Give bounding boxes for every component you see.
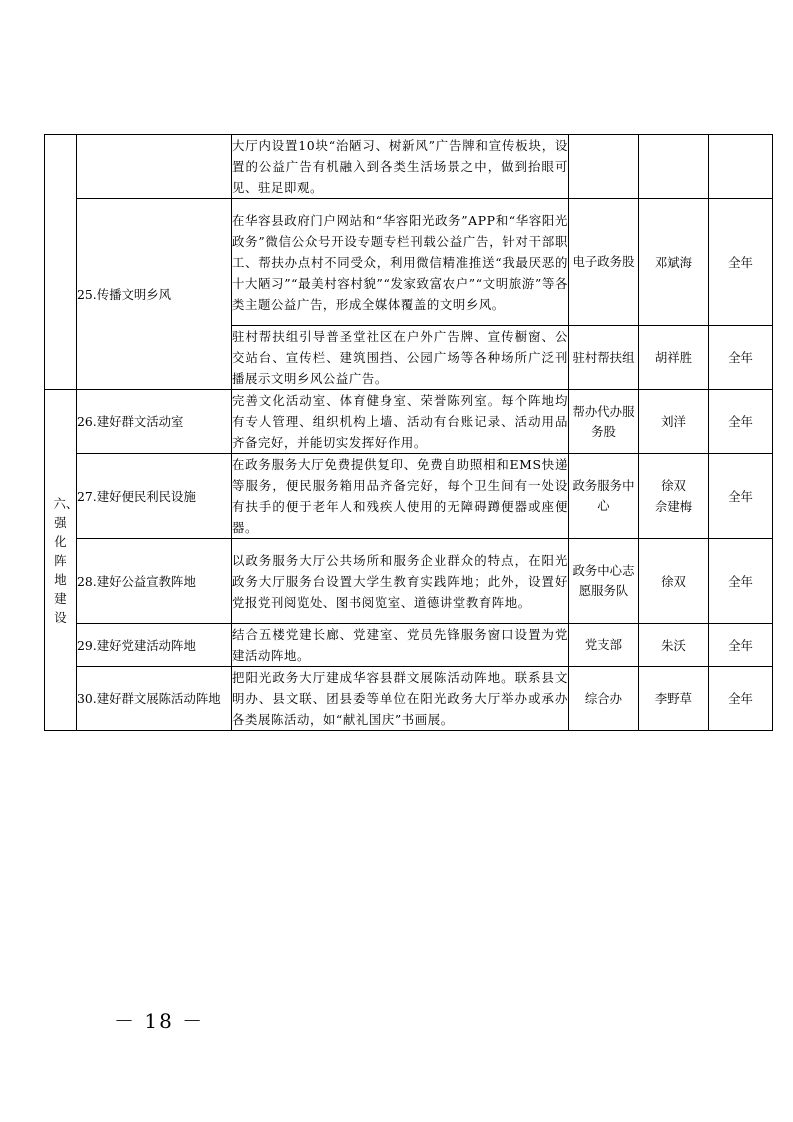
time-cell — [709, 135, 773, 199]
person-cell: 徐双 — [639, 539, 709, 624]
table-row — [45, 667, 773, 731]
person-cell — [639, 135, 709, 199]
content-cell: 在政务服务大厅免费提供复印、免费自助照相和EMS快递等服务，便民服务箱用品齐备完好，每个卫生间有一处设有扶手的便于老年人和残疾人使用的无障碍蹲便器或座便器。 — [232, 454, 569, 539]
department-cell: 帮办代办服务股 — [569, 390, 639, 454]
section-cell — [45, 390, 77, 731]
table-row — [45, 199, 773, 326]
page-number: － 18 － — [114, 1009, 205, 1033]
content-cell: 以政务服务大厅公共场所和服务企业群众的特点，在阳光政务大厅服务台设置大学生教育实践阵地；此外，设置好党报党刊阅览处、图书阅览室、道德讲堂教育阵地。 — [232, 539, 569, 624]
person-cell: 徐双 佘建梅 — [639, 454, 709, 539]
time-cell: 全年 — [709, 390, 773, 454]
time-cell: 全年 — [709, 454, 773, 539]
content-cell: 大厅内设置10块“治陋习、树新风”广告牌和宣传板块，设置的公益广告有机融入到各类生活场景之中，做到抬眼可见、驻足即观。 — [232, 135, 569, 199]
task-cell: 29.建好党建活动阵地 — [77, 624, 232, 667]
content-cell: 在华容县政府门户网站和“华容阳光政务”APP和“华容阳光政务”微信公众号开设专题专栏刊载公益广告，针对干部职工、帮扶办点村不同受众，利用微信精准推送“我最厌恶的十大陋习”“最美村容村貌”“发家致富农户”“文明旅游”等各类主题公益广告，形成全媒体覆盖的文明乡风。 — [232, 199, 569, 326]
work-plan-table — [44, 134, 773, 731]
table-row — [45, 390, 773, 454]
section-label: 六、强化阵地建设 — [53, 495, 79, 625]
department-cell: 政务服务中心 — [569, 454, 639, 539]
department-cell: 电子政务股 — [569, 199, 639, 326]
department-cell: 综合办 — [569, 667, 639, 731]
person-cell: 胡祥胜 — [639, 326, 709, 390]
person-cell: 刘洋 — [639, 390, 709, 454]
time-cell: 全年 — [709, 199, 773, 326]
task-cell: 25.传播文明乡风 — [77, 199, 232, 390]
department-cell: 驻村帮扶组 — [569, 326, 639, 390]
time-cell: 全年 — [709, 667, 773, 731]
table-row — [45, 454, 773, 539]
department-cell: 党支部 — [569, 624, 639, 667]
section-cell-empty — [45, 135, 77, 390]
time-cell: 全年 — [709, 539, 773, 624]
table-row — [45, 539, 773, 624]
time-cell: 全年 — [709, 326, 773, 390]
table-row — [45, 135, 773, 199]
task-cell: 26.建好群文活动室 — [77, 390, 232, 454]
department-cell — [569, 135, 639, 199]
department-cell: 政务中心志愿服务队 — [569, 539, 639, 624]
content-cell: 把阳光政务大厅建成华容县群文展陈活动阵地。联系县文明办、县文联、团县委等单位在阳光政务大厅举办或承办各类展陈活动，如“献礼国庆”书画展。 — [232, 667, 569, 731]
task-cell: 28.建好公益宣教阵地 — [77, 539, 232, 624]
person-cell: 邓斌海 — [639, 199, 709, 326]
content-cell: 完善文化活动室、体育健身室、荣誉陈列室。每个阵地均有专人管理、组织机构上墙、活动有台账记录、活动用品齐备完好，并能切实发挥好作用。 — [232, 390, 569, 454]
content-cell: 驻村帮扶组引导普圣堂社区在户外广告牌、宣传橱窗、公交站台、宣传栏、建筑围挡、公园广场等各种场所广泛刊播展示文明乡风公益广告。 — [232, 326, 569, 390]
task-cell-empty — [77, 135, 232, 199]
table-row — [45, 624, 773, 667]
content-cell: 结合五楼党建长廊、党建室、党员先锋服务窗口设置为党建活动阵地。 — [232, 624, 569, 667]
task-cell: 30.建好群文展陈活动阵地 — [77, 667, 232, 731]
person-cell: 李野草 — [639, 667, 709, 731]
person-cell: 朱沃 — [639, 624, 709, 667]
task-cell: 27.建好便民利民设施 — [77, 454, 232, 539]
time-cell: 全年 — [709, 624, 773, 667]
